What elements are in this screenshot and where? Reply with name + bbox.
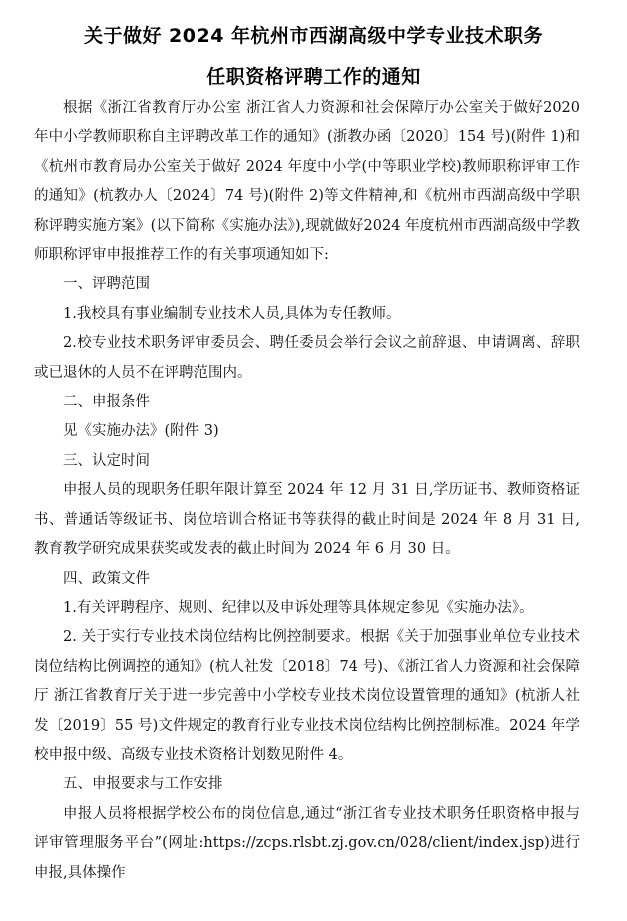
document-title-line-2: 任职资格评聘工作的通知 — [206, 66, 421, 88]
document-body — [34, 94, 580, 888]
section-heading-conditions: 二、申报条件 — [63, 394, 150, 411]
paragraph-time: 申报人员的现职务任职年限计算至 2024 年 12 月 31 日,学历证书、教师资格证书、普通话等级证书、岗位培训合格证书等获得的截止时间是 2024 年 8 月 31 日,教育教学研究成果获奖或发表的截止时间为 2024 年 6 月 30 日。 — [34, 482, 580, 558]
section-heading-policy: 四、政策文件 — [63, 570, 150, 587]
section-heading-time: 三、认定时间 — [63, 452, 150, 469]
paragraph-policy-1: 1.有关评聘程序、规则、纪律以及申诉处理等具体规定参见《实施办法》。 — [63, 599, 534, 616]
paragraph-scope-1: 1.我校具有事业编制专业技术人员,具体为专任教师。 — [63, 305, 401, 322]
paragraph-conditions: 见《实施办法》(附件 3) — [63, 423, 219, 440]
paragraph-policy-2: 2. 关于实行专业技术岗位结构比例控制要求。根据《关于加强事业单位专业技术岗位结构比例调控的通知》(杭人社发〔2018〕74 号)、《浙江省人力资源和社会保障厅 浙江省教育厅关于进一步完善中小学校专业技术岗位设置管理的通知》(杭浙人社发〔2019〕55 号)文件规定的教育行业专业技术岗位结构比例控制标准。2024 年学校申报中级、高级专业技术资格计划数见附件 4。 — [34, 629, 580, 763]
intro-paragraph: 根据《浙江省教育厅办公室 浙江省人力资源和社会保障厅办公室关于做好2020 年中小学教师职称自主评聘改革工作的通知》(浙教办函〔2020〕154 号)(附件 1)和《杭州市教育局办公室关于做好 2024 年度中小学(中等职业学校)教师职称评审工作的通知》(杭教办人〔2024〕74 号)(附件 2)等文件精神,和《杭州市西湖高级中学职称评聘实施方案》(以下简称《实施办法》),现就做好2024 年度杭州市西湖高级中学教师职称评审申报推荐工作的有关事项通知如下: — [34, 100, 580, 264]
paragraph-requirements: 申报人员将根据学校公布的岗位信息,通过“浙江省专业技术职务任职资格申报与评审管理服务平台”(网址:https://zcps.rlsbt.zj.gov.cn/028/client/index.jsp)进行申报,具体操作 — [34, 805, 580, 881]
document-title-line-1: 关于做好 2024 年杭州市西湖高级中学专业技术职务 — [83, 25, 544, 47]
section-heading-requirements: 五、申报要求与工作安排 — [63, 776, 223, 793]
section-heading-scope: 一、评聘范围 — [63, 276, 150, 293]
paragraph-scope-2: 2.校专业技术职务评审委员会、聘任委员会举行会议之前辞退、申请调离、辞职或已退休的人员不在评聘范围内。 — [34, 335, 580, 381]
